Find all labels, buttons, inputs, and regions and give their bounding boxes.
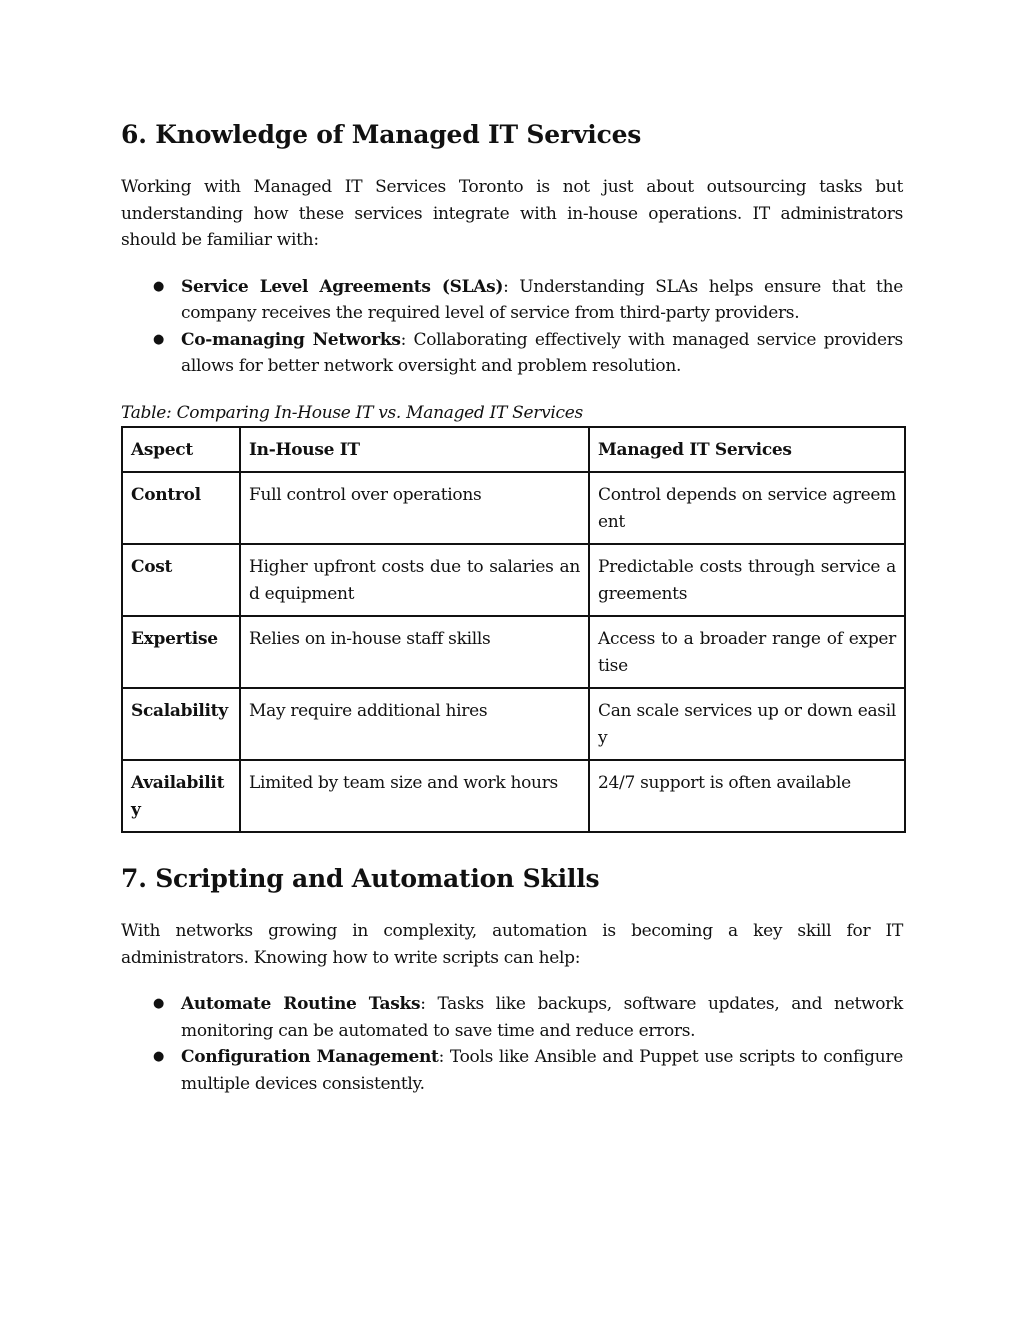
bullet-icon: ●: [153, 278, 165, 294]
table-cell-aspect: Expertise: [122, 616, 240, 688]
table-header-cell: Managed IT Services: [589, 427, 905, 473]
table-cell-aspect: Control: [122, 472, 240, 544]
table-row: [122, 544, 905, 616]
table-cell-in-house: Relies on in-house staff skills: [240, 616, 589, 688]
table-row: [122, 688, 905, 760]
section-6-bullet-list: [121, 274, 903, 380]
table-cell-managed: Can scale services up or down easily: [589, 688, 905, 760]
table-header-row: [122, 427, 905, 473]
table-cell-in-house: Limited by team size and work hours: [240, 760, 589, 832]
table-cell-managed: Access to a broader range of expertise: [589, 616, 905, 688]
table-cell-aspect: Cost: [122, 544, 240, 616]
bullet-text: : Collaborating effectively with managed service providers allows for better network oversight and problem resolution.: [181, 329, 903, 376]
bullet-term: Co-managing Networks: [181, 329, 401, 350]
list-item: [121, 274, 903, 327]
bullet-term: Automate Routine Tasks: [181, 994, 421, 1014]
bullet-icon: ●: [153, 1049, 165, 1064]
table-cell-aspect: Scalability: [122, 688, 240, 760]
bullet-text: : Tools like Ansible and Puppet use scripts to configure multiple devices consistently.: [181, 1047, 903, 1094]
list-item: [121, 327, 903, 380]
table-cell-managed: Control depends on service agreement: [589, 472, 905, 544]
bullet-icon: ●: [153, 331, 165, 347]
table-cell-in-house: Higher upfront costs due to salaries and equipment: [240, 544, 589, 616]
table-row: [122, 760, 905, 832]
bullet-icon: ●: [153, 996, 165, 1011]
bullet-text: : Understanding SLAs helps ensure that the company receives the required level of service from third-party providers.: [181, 276, 903, 323]
table-header-cell: Aspect: [122, 427, 240, 473]
document-page: [121, 112, 903, 1097]
table-cell-in-house: May require additional hires: [240, 688, 589, 760]
table-cell-aspect: Availability: [122, 760, 240, 832]
list-item: [121, 991, 903, 1044]
table-header-cell: In-House IT: [240, 427, 589, 473]
table-cell-managed: Predictable costs through service agreements: [589, 544, 905, 616]
comparison-table: [121, 426, 906, 834]
section-7-heading: 7. Scripting and Automation Skills: [121, 864, 600, 893]
section-7-bullet-list: [121, 991, 903, 1097]
table-caption: Table: Comparing In-House IT vs. Managed IT Services: [121, 402, 583, 423]
table-cell-managed: 24/7 support is often available: [589, 760, 905, 832]
bullet-text: : Tasks like backups, software updates, and network monitoring can be automated to save time and reduce errors.: [181, 994, 903, 1041]
table-row: [122, 616, 905, 688]
bullet-term: Configuration Management: [181, 1047, 439, 1067]
table-row: [122, 472, 905, 544]
section-6-intro: Working with Managed IT Services Toronto is not just about outsourcing tasks but understanding how these services integrate with in-house operations. IT administrators should be familiar with:: [121, 177, 903, 250]
section-7-intro: With networks growing in complexity, automation is becoming a key skill for IT administrators. Knowing how to write scripts can help:: [121, 921, 903, 968]
section-6-heading: 6. Knowledge of Managed IT Services: [121, 120, 642, 149]
list-item: [121, 1044, 903, 1097]
table-cell-in-house: Full control over operations: [240, 472, 589, 544]
bullet-term: Service Level Agreements (SLAs): [181, 276, 504, 297]
